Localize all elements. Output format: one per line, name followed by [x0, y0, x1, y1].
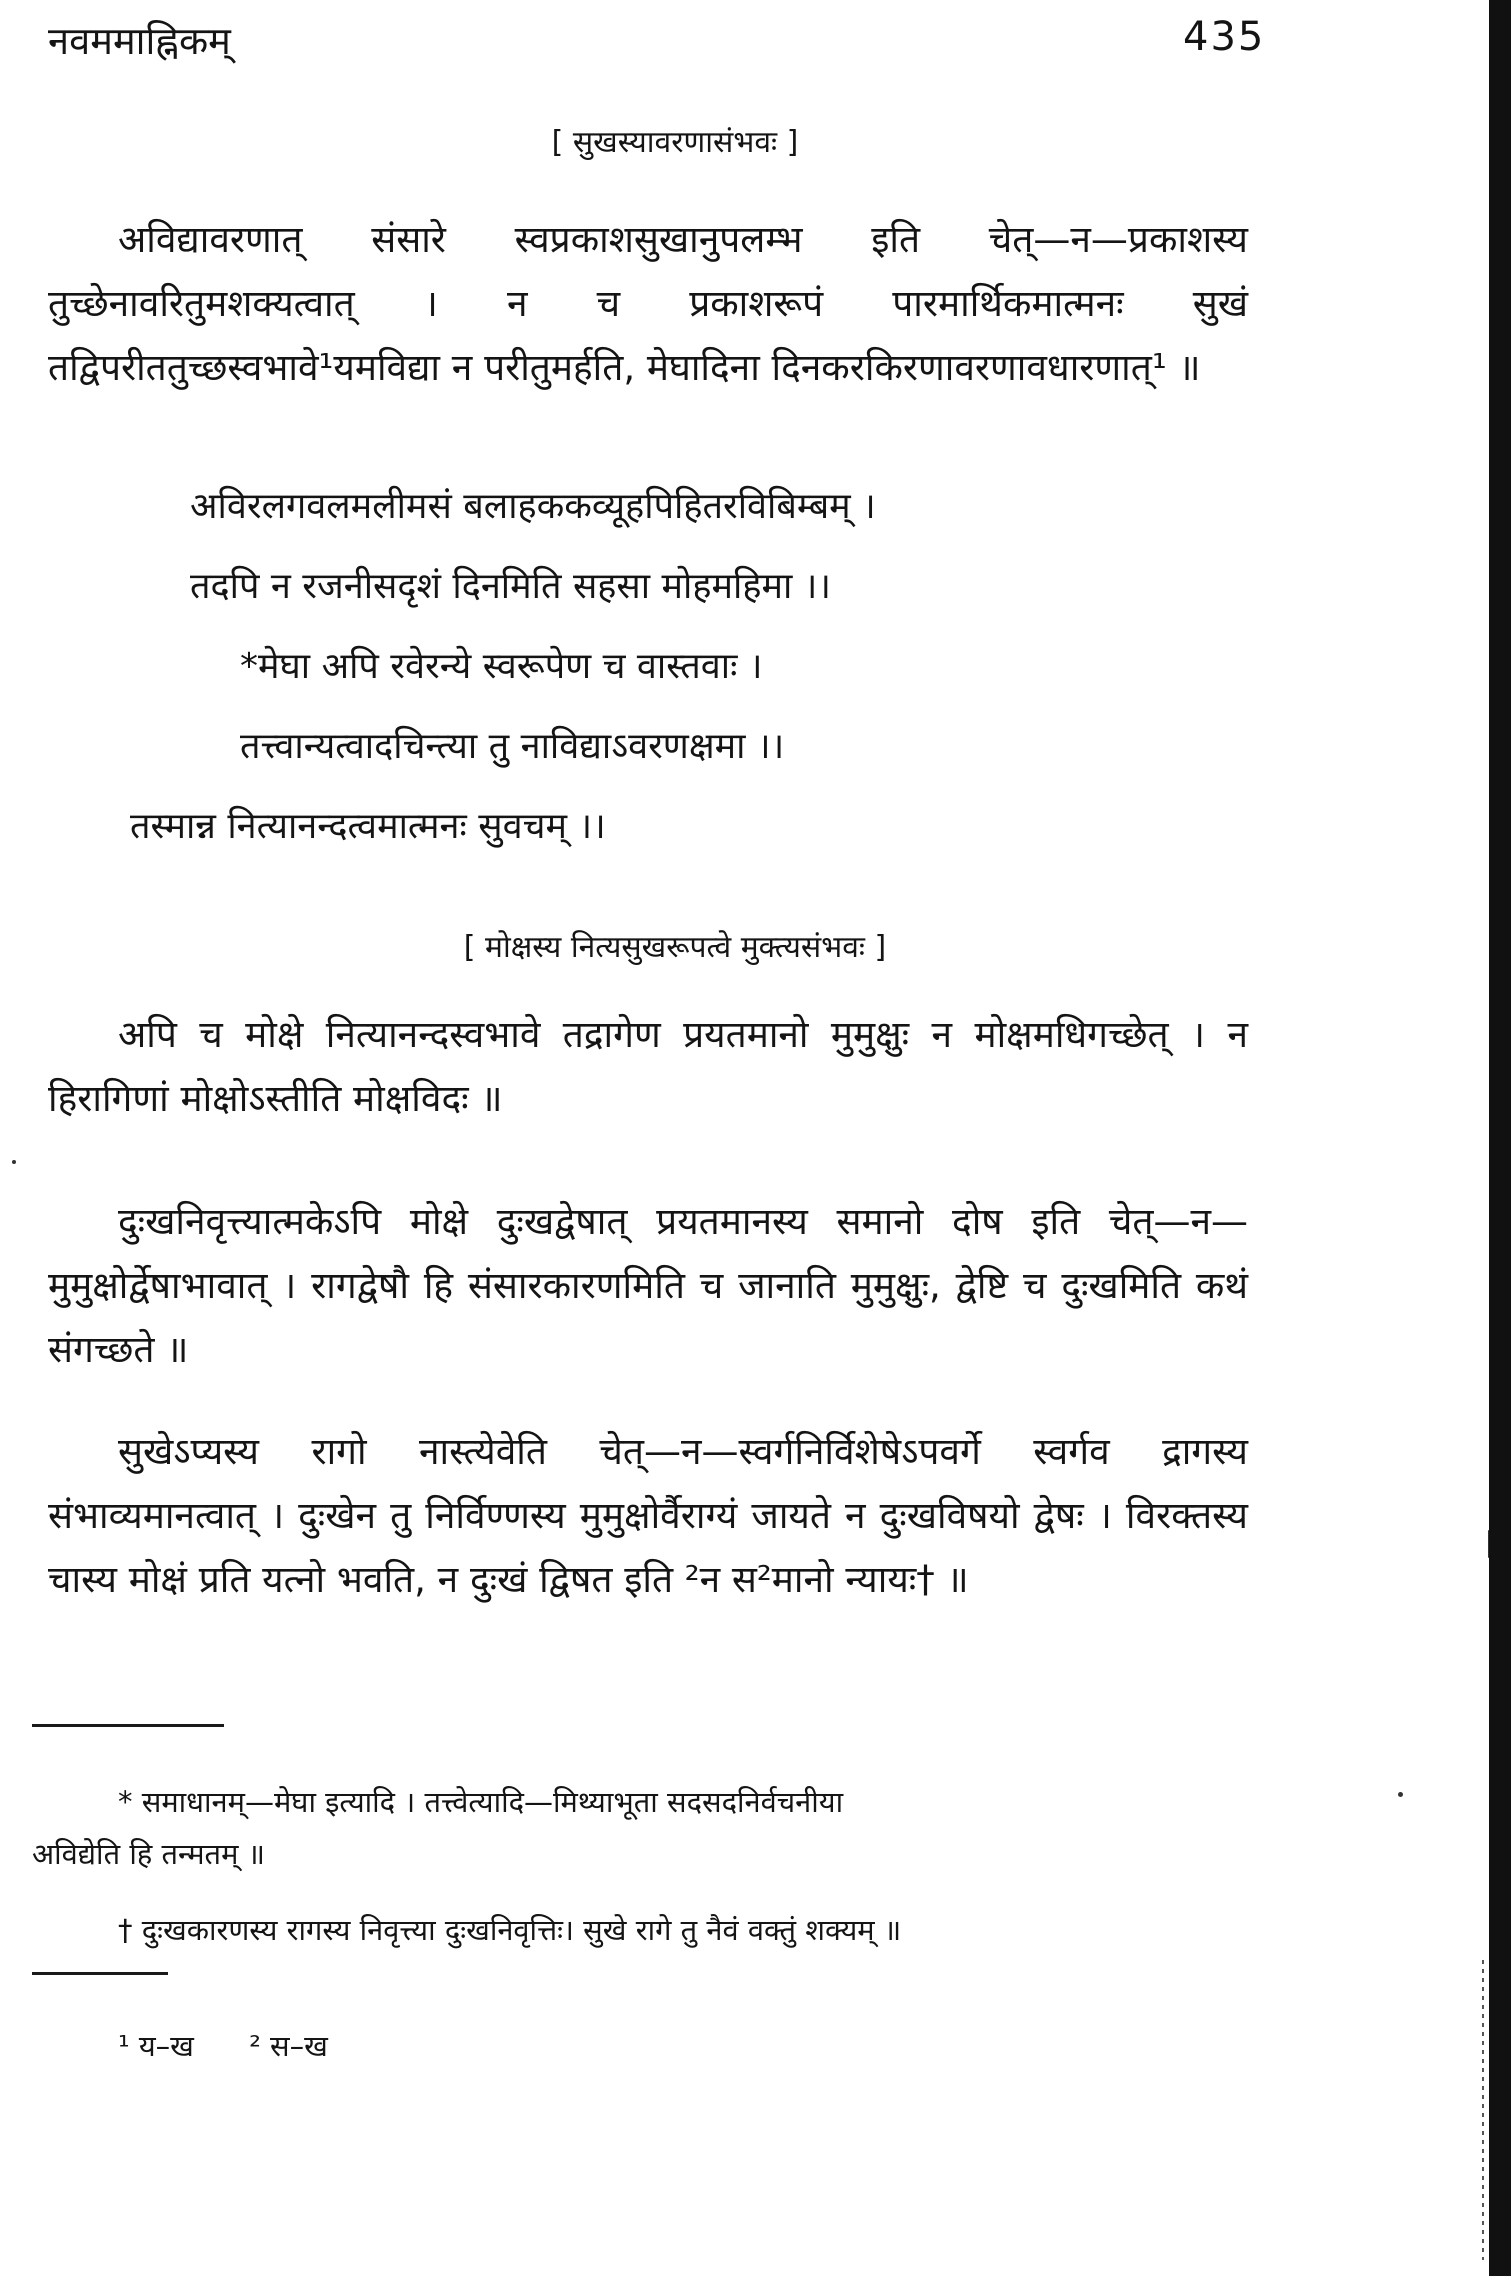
paragraph-2-text: अपि च मोक्षे नित्यानन्दस्वभावे तद्रागेण प्रयतमानो मुमुक्षुः न मोक्षमधिगच्छेत् । न हिरागिणां मोक्षोऽस्तीति मोक्षविदः ॥ [48, 1013, 1248, 1120]
scan-dot [12, 1160, 16, 1164]
verse-line-2: तदपि न रजनीसदृशं दिनमिति सहसा मोहमहिमा ।। [190, 566, 832, 607]
paragraph-2 [48, 1003, 1248, 1131]
paragraph-1 [48, 208, 1248, 400]
section-heading-1: [ सुखस्यावरणासंभवः ] [551, 125, 799, 160]
section-heading-2: [ मोक्षस्य नित्यसुखरूपत्वे मुक्त्यसंभवः ] [463, 930, 887, 965]
variant-readings: ¹ य–ख ² स–ख [118, 2029, 328, 2063]
verse-line-3: *मेघा अपि रवेरन्ये स्वरूपेण च वास्तवाः । [240, 646, 763, 687]
footnote-divider [32, 1724, 224, 1727]
conclusion-line: तस्मान्न नित्यानन्दत्वमात्मनः सुवचम् ।। [130, 806, 606, 847]
paragraph-1-text: अविद्यावरणात् संसारे स्वप्रकाशसुखानुपलम्भ इति चेत्—न—प्रकाशस्य तुच्छेनावरितुमशक्यत्वात् । न च प्रकाशरूपं पारमार्थिकमात्मनः सुखं तद्विपरीततुच्छस्वभावे¹यमविद्या न परीतुमर्हति, मेघादिना दिनकरकिरणावरणावधारणात्¹ ॥ [48, 218, 1248, 389]
page-number: 435 [1183, 14, 1266, 60]
footnote-star-line-2: अविद्येति हि तन्मतम् ॥ [32, 1837, 266, 1871]
variant-divider [32, 1972, 168, 1975]
footnote-star-line-1: * समाधानम्—मेघा इत्यादि । तत्त्वेत्यादि—मिथ्याभूता सदसदनिर्वचनीया [118, 1785, 844, 1819]
paragraph-3-text: दुःखनिवृत्त्यात्मकेऽपि मोक्षे दुःखद्वेषात् प्रयतमानस्य समानो दोष इति चेत्—न—मुमुक्षोर्द्वेषाभावात् । रागद्वेषौ हि संसारकारणमिति च जानाति मुमुक्षुः, द्वेष्टि च दुःखमिति कथं संगच्छते ॥ [48, 1200, 1248, 1371]
scan-dashed-line [1482, 1960, 1484, 2260]
paragraph-3 [48, 1190, 1248, 1382]
verse-line-1: अविरलगवलमलीमसं बलाहककव्यूहपिहितरविबिम्बम् । [190, 486, 876, 527]
paragraph-4 [48, 1420, 1248, 1612]
paragraph-4-text: सुखेऽप्यस्य रागो नास्त्येवेति चेत्—न—स्वर्गनिर्विशेषेऽपवर्गे स्वर्गव द्रागस्य संभाव्यमानत्वात् । दुःखेन तु निर्विण्णस्य मुमुक्षोर्वैराग्यं जायते न दुःखविषयो द्वेषः । विरक्तस्य चास्य मोक्षं प्रति यत्नो भवति, न दुःखं द्विषत इति ²न स²मानो न्यायः† ॥ [48, 1430, 1248, 1601]
footnote-dagger: † दुःखकारणस्य रागस्य निवृत्त्या दुःखनिवृत्तिः। सुखे रागे तु नैवं वक्तुं शक्यम् ॥ [118, 1913, 902, 1947]
scan-dot [1398, 1792, 1403, 1797]
running-header: नवममाह्निकम् [48, 19, 231, 63]
verse-line-4: तत्त्वान्यत्वादचिन्त्या तु नाविद्याऽवरणक्षमा ।। [240, 726, 785, 767]
scan-edge-shadow [1489, 0, 1511, 2276]
